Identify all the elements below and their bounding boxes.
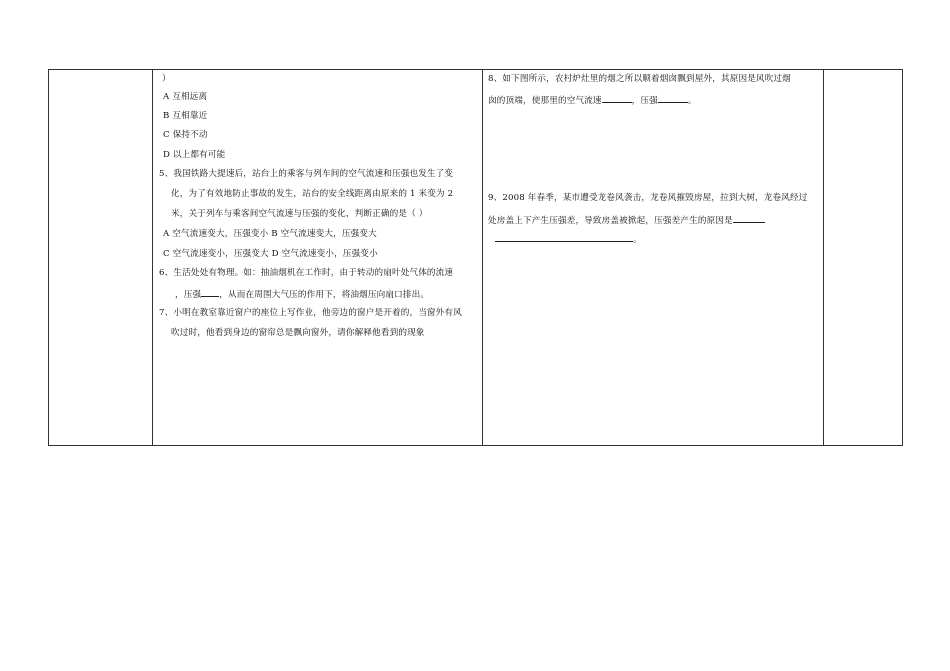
question-9-text: 处房盖上下产生压强差，导致房盖被掀起，压强差产生的原因是: [488, 216, 733, 226]
question-6-line-1: 6、生活处处有物理。如：抽油烟机在工作时，由于转动的扇叶处气体的流速: [159, 268, 454, 278]
left-margin-column: [49, 70, 153, 445]
question-9-line-2: [488, 213, 765, 227]
question-6-text-a: ，压强: [175, 290, 202, 300]
question-8-text-b: ，压强: [631, 96, 658, 106]
question-8-line-1: 8、如下图所示，农村炉灶里的烟之所以顺着烟囱飘到屋外，其原因是风吹过烟: [488, 74, 791, 84]
question-9-line-1: 9、2008 年春季，某市遭受龙卷风袭击，龙卷风摧毁房屋，拉到大树，龙卷风经过: [488, 193, 808, 203]
answer-blank[interactable]: [733, 213, 765, 223]
question-5-options-ab: A 空气流速变大，压强变小 B 空气流速变大，压强变大: [163, 229, 377, 239]
question-8-line-2: [488, 93, 697, 107]
text-line: ）: [162, 74, 171, 84]
answer-blank[interactable]: [602, 93, 632, 103]
question-9-text-end: 。: [633, 235, 642, 245]
worksheet-table: [48, 69, 903, 446]
right-margin-column: [824, 70, 904, 445]
question-5-options-cd: C 空气流速变小，压强变大 D 空气流速变小，压强变小: [163, 249, 378, 259]
option-c: C 保持不动: [163, 130, 208, 140]
option-b: B 互相靠近: [163, 111, 208, 121]
question-5-line-3: 米，关于列车与乘客间空气流速与压强的变化，判断正确的是（ ）: [171, 209, 428, 219]
question-5-line-2: 化，为了有效地防止事故的发生，站台的安全线距离由原来的 1 米变为 2: [171, 189, 454, 199]
questions-column-left: [153, 70, 483, 445]
answer-blank[interactable]: [495, 232, 633, 242]
question-6-text-b: ，从而在周围大气压的作用下，将油烟压向扇口排出。: [219, 290, 430, 300]
option-d: D 以上都有可能: [163, 150, 226, 160]
question-7-line-2: 吹过时，他看到身边的窗帘总是飘向窗外，请你解释他看到的现象: [171, 328, 425, 338]
answer-blank[interactable]: [658, 93, 688, 103]
answer-blank[interactable]: [201, 287, 219, 297]
questions-column-right: [483, 70, 824, 445]
question-7-line-1: 7、小明在教室靠近窗户的座位上写作业，他旁边的窗户是开着的，当窗外有风: [159, 308, 462, 318]
option-a: A 互相远离: [163, 92, 208, 102]
question-9-line-3: [495, 232, 642, 246]
question-8-text-a: 囱的顶端，使那里的空气流速: [488, 96, 602, 106]
question-6-line-2: [175, 287, 429, 301]
question-5-line-1: 5、我国铁路大提速后，站台上的乘客与列车间的空气流速和压强也发生了变: [159, 169, 454, 179]
question-8-text-c: 。: [687, 96, 697, 106]
